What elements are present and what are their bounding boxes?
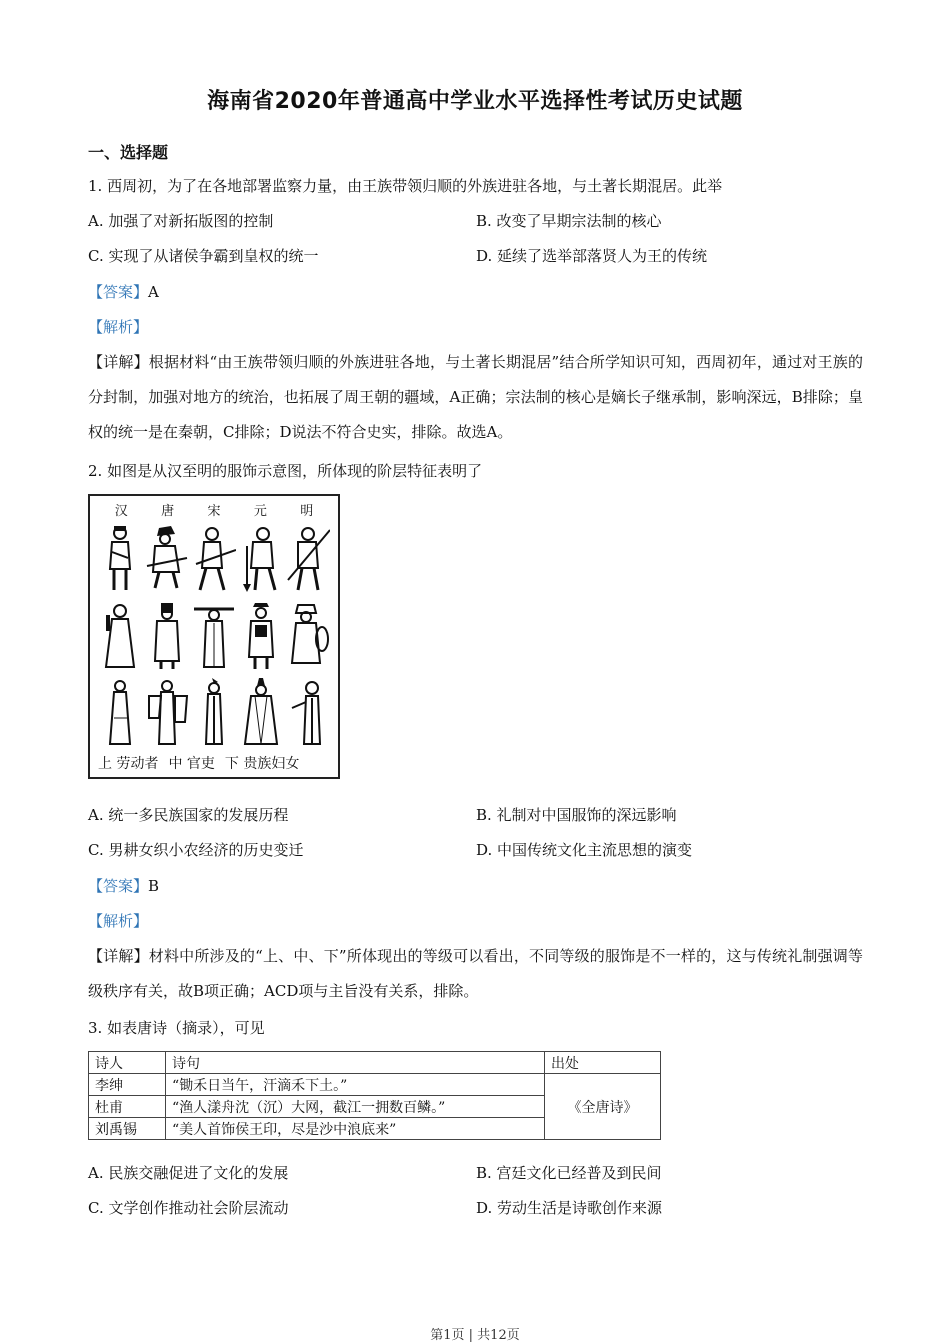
question-3-stem: 3. 如表唐诗（摘录），可见 xyxy=(88,1019,265,1037)
dynasty-label: 宋 xyxy=(207,504,221,519)
q2-option-d: D. 中国传统文化主流思想的演变 xyxy=(476,841,693,859)
person-illustration-icon xyxy=(285,597,332,674)
q2-option-b: B. 礼制对中国服饰的深远影响 xyxy=(476,806,677,824)
header-source: 出处 xyxy=(545,1052,661,1074)
dynasty-label: 唐 xyxy=(161,504,175,519)
q1-option-b: B. 改变了早期宗法制的核心 xyxy=(476,212,662,230)
person-illustration-icon xyxy=(96,520,143,597)
poet-cell: 刘禹锡 xyxy=(89,1118,166,1140)
question-1-stem: 1. 西周初，为了在各地部署监察力量，由王族带领归顺的外族进驻各地，与土著长期混居。此举 xyxy=(88,177,723,195)
person-illustration-icon xyxy=(285,520,332,597)
q1-detail xyxy=(88,345,863,450)
q3-option-c: C. 文学创作推动社会阶层流动 xyxy=(88,1199,289,1217)
person-illustration-icon xyxy=(143,674,190,751)
caption-middle-row: 中 官吏 xyxy=(168,756,215,772)
figure-caption xyxy=(98,753,330,773)
person-illustration-icon xyxy=(143,520,190,597)
q1-answer xyxy=(88,282,159,302)
figure-illustration-grid xyxy=(96,520,332,751)
detail-label: 【详解】 xyxy=(88,353,149,371)
q2-analysis-label xyxy=(88,911,148,931)
dynasty-label: 明 xyxy=(300,504,314,519)
person-illustration-icon xyxy=(96,674,143,751)
person-illustration-icon xyxy=(143,597,190,674)
q1-option-d: D. 延续了选举部落贤人为王的传统 xyxy=(476,247,708,265)
q3-option-a: A. 民族交融促进了文化的发展 xyxy=(88,1164,289,1182)
detail-text: 根据材料“由王族带领归顺的外族进驻各地，与土著长期混居”结合所学知识可知，西周初年，通过对王族的分封制，加强对地方的统治，也拓展了周王朝的疆域，A正确；宗法制的核心是嫡长子继承制，影响深远，B排除；皇权的统一是在秦朝，C排除；D说法不符合史实，排除。故选A。 xyxy=(88,353,863,441)
verse-cell: “锄禾日当午，汗滴禾下土。” xyxy=(166,1074,545,1096)
page-footer: 第1页 | 共12页 xyxy=(430,1328,520,1343)
caption-bottom-row: 下 贵族妇女 xyxy=(224,756,300,772)
table-row xyxy=(89,1074,661,1096)
person-illustration-icon xyxy=(238,520,285,597)
q2-detail xyxy=(88,939,863,1009)
poem-table xyxy=(88,1051,661,1140)
caption-top-row: 上 劳动者 xyxy=(98,756,159,772)
dynasty-label: 元 xyxy=(253,504,267,519)
header-poet: 诗人 xyxy=(89,1052,166,1074)
person-illustration-icon xyxy=(238,597,285,674)
figure-dynasty-header xyxy=(90,500,338,519)
answer-value: A xyxy=(148,283,159,301)
person-illustration-icon xyxy=(190,674,237,751)
answer-value: B xyxy=(148,877,160,895)
person-illustration-icon xyxy=(238,674,285,751)
poet-cell: 杜甫 xyxy=(89,1096,166,1118)
q1-analysis-label xyxy=(88,317,148,337)
page-title: 海南省2020年普通高中学业水平选择性考试历史试题 xyxy=(207,89,743,114)
poet-cell: 李绅 xyxy=(89,1074,166,1096)
costume-figure xyxy=(88,494,340,779)
q1-option-c: C. 实现了从诸侯争霸到皇权的统一 xyxy=(88,247,319,265)
person-illustration-icon xyxy=(190,520,237,597)
question-2-stem: 2. 如图是从汉至明的服饰示意图，所体现的阶层特征表明了 xyxy=(88,462,483,480)
dynasty-label: 汉 xyxy=(114,504,128,519)
q3-option-b: B. 宫廷文化已经普及到民间 xyxy=(476,1164,662,1182)
person-illustration-icon xyxy=(96,597,143,674)
q2-option-a: A. 统一多民族国家的发展历程 xyxy=(88,806,289,824)
section-heading: 一、选择题 xyxy=(88,143,169,162)
verse-cell: “美人首饰侯王印，尽是沙中浪底来” xyxy=(166,1118,545,1140)
analysis-label: 【解析】 xyxy=(88,912,149,930)
source-cell: 《全唐诗》 xyxy=(545,1074,661,1140)
detail-label: 【详解】 xyxy=(88,947,149,965)
analysis-label: 【解析】 xyxy=(88,318,149,336)
q1-option-a: A. 加强了对新拓版图的控制 xyxy=(88,212,274,230)
answer-label: 【答案】 xyxy=(88,877,149,895)
table-header-row xyxy=(89,1052,661,1074)
q2-option-c: C. 男耕女织小农经济的历史变迁 xyxy=(88,841,304,859)
person-illustration-icon xyxy=(285,674,332,751)
detail-text: 材料中所涉及的“上、中、下”所体现出的等级可以看出，不同等级的服饰是不一样的，这与传统礼制强调等级秩序有关，故B项正确；ACD项与主旨没有关系，排除。 xyxy=(88,947,863,1000)
q3-option-d: D. 劳动生活是诗歌创作来源 xyxy=(476,1199,663,1217)
q2-answer xyxy=(88,876,159,896)
header-verse: 诗句 xyxy=(166,1052,545,1074)
verse-cell: “渔人漾舟沈（沉）大网，截江一拥数百鳞。” xyxy=(166,1096,545,1118)
person-illustration-icon xyxy=(190,597,237,674)
answer-label: 【答案】 xyxy=(88,283,149,301)
